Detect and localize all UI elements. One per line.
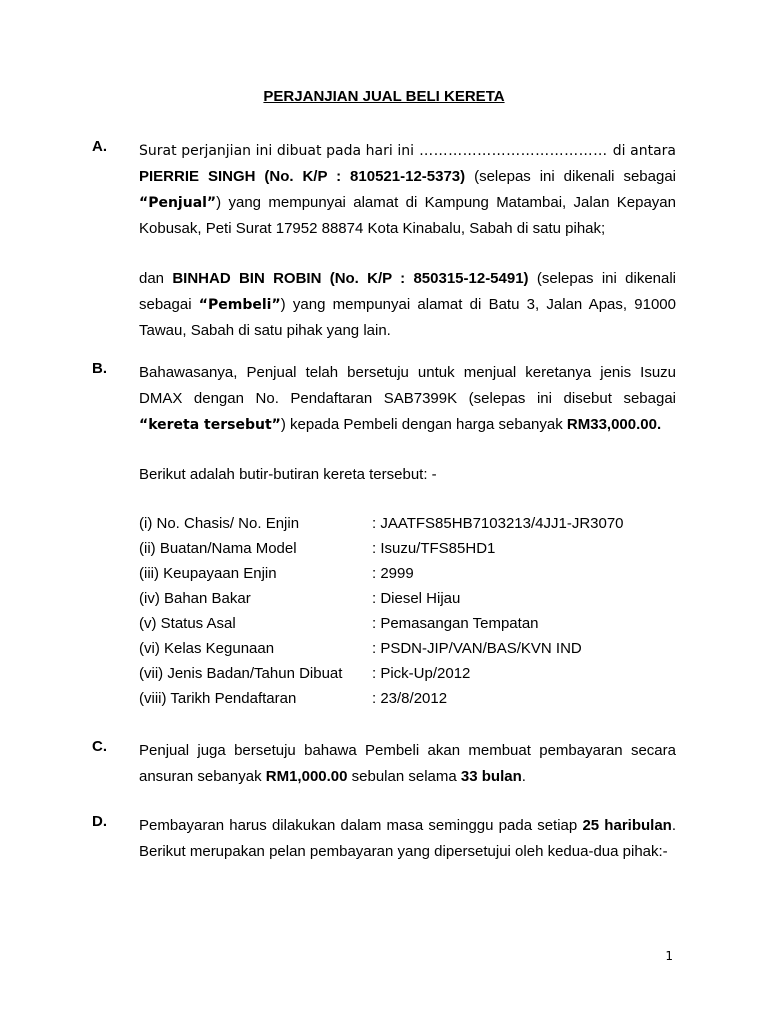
detail-key: (i) No. Chasis/ No. Enjin (139, 515, 300, 532)
section-d-paragraph (139, 813, 676, 865)
section-b-label: B. (92, 360, 107, 377)
section-d-label: D. (92, 813, 107, 830)
seller-after-text: (selepas ini dikenali sebagai (465, 168, 676, 185)
payment-plan-text: . Berikut merupakan pelan pembayaran yang dipersetujui oleh kedua-dua pihak:- (139, 817, 676, 860)
detail-key: (vi) Kelas Kegunaan (139, 640, 275, 657)
section-b (92, 360, 676, 488)
sale-text: Bahawasanya, Penjual telah bersetuju untuk menjual keretanya jenis Isuzu DMAX dengan No. Pendaftaran SAB7399K (selepas ini disebut sebagai (139, 364, 676, 407)
section-a-label: A. (92, 138, 107, 155)
detail-row (139, 586, 676, 611)
detail-value: : Isuzu/TFS85HD1 (372, 540, 496, 557)
detail-value: : 2999 (372, 565, 414, 582)
seller-role: “Penjual” (139, 195, 217, 211)
installment-duration: 33 bulan (460, 768, 522, 785)
detail-row (139, 636, 676, 661)
detail-value: : Diesel Hijau (372, 590, 461, 607)
section-a (92, 138, 676, 344)
buyer-name: BINHAD BIN ROBIN (No. K/P : 850315-12-5491) (172, 270, 529, 287)
detail-key: (iii) Keupayaan Enjin (139, 565, 277, 582)
detail-row (139, 686, 676, 711)
detail-value: : JAATFS85HB7103213/4JJ1-JR3070 (372, 515, 624, 532)
installment-end: . (521, 768, 526, 785)
detail-value: : Pick-Up/2012 (372, 665, 471, 682)
buyer-role: “Pembeli” (198, 297, 281, 313)
document-title: PERJANJIAN JUAL BELI KERETA (263, 88, 505, 105)
buyer-after-text: (selepas ini dikenali sebagai (139, 270, 677, 313)
payment-day: 25 haribulan (582, 817, 672, 834)
detail-row (139, 561, 676, 586)
details-intro: Berikut adalah butir-butiran kereta tersebut: - (139, 466, 437, 483)
detail-key: (iv) Bahan Bakar (139, 590, 251, 607)
detail-value: : Pemasangan Tempatan (372, 615, 539, 632)
section-b-paragraph-1 (139, 360, 676, 438)
detail-row (139, 611, 676, 636)
between-text: di antara (612, 143, 676, 159)
seller-name: PIERRIE SINGH (No. K/P : 810521-12-5373) (139, 168, 466, 185)
detail-row (139, 536, 676, 561)
page-number: 1 (665, 949, 673, 963)
section-a-paragraph-2 (139, 266, 676, 344)
section-c-label: C. (92, 738, 107, 755)
buyer-address: ) yang mempunyai alamat di Batu 3, Jalan Apas, 91000 Tawau, Sabah di satu pihak yang lain. (139, 296, 676, 339)
installment-text: Penjual juga bersetuju bahawa Pembeli akan membuat pembayaran secara ansuran sebanyak (139, 742, 676, 785)
seller-address: ) yang mempunyai alamat di Kampung Matambai, Jalan Kepayan Kobusak, Peti Surat 17952 88874 Kota Kinabalu, Sabah di satu pihak; (139, 194, 676, 237)
price-intro: ) kepada Pembeli dengan harga sebanyak (280, 416, 567, 433)
payment-text: Pembayaran harus dilakukan dalam masa seminggu pada setiap (139, 817, 583, 834)
section-a-paragraph-1 (139, 138, 676, 242)
installment-mid: sebulan selama (347, 768, 461, 785)
detail-key: (vii) Jenis Badan/Tahun Dibuat (139, 665, 343, 682)
vehicle-details (92, 511, 676, 711)
detail-key: (ii) Buatan/Nama Model (139, 540, 297, 557)
detail-key: (viii) Tarikh Pendaftaran (139, 690, 297, 707)
section-c-paragraph (139, 738, 676, 790)
section-d (92, 813, 676, 865)
section-c (92, 738, 676, 790)
date-blank: ………………………………… (414, 143, 613, 159)
detail-key: (v) Status Asal (139, 615, 236, 632)
date-intro: Surat perjanjian ini dibuat pada hari ini (139, 143, 415, 159)
sale-price: RM33,000.00. (566, 416, 662, 433)
detail-value: : 23/8/2012 (372, 690, 448, 707)
detail-value: : PSDN-JIP/VAN/BAS/KVN IND (372, 640, 582, 657)
detail-row (139, 511, 676, 536)
dan-text: dan (139, 270, 173, 287)
detail-row (139, 661, 676, 686)
installment-amount: RM1,000.00 (265, 768, 348, 785)
car-term: “kereta tersebut” (139, 417, 281, 433)
